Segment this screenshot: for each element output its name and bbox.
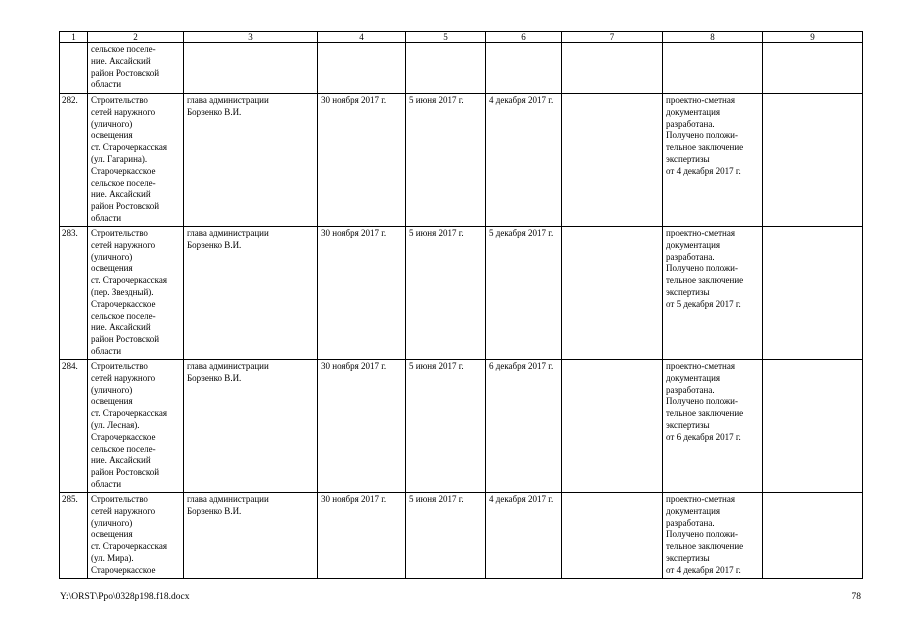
column-7-cell xyxy=(562,360,663,493)
responsible-cell: глава администрации Борзенко В.И. xyxy=(184,360,318,493)
status-cell: проектно-сметная документация разработана. Получено положи- тельное заключение экспертизы от 4 декабря 2017 г. xyxy=(663,94,763,227)
status-cell: проектно-сметная документация разработана. Получено положи- тельное заключение экспертизы от 4 декабря 2017 г. xyxy=(663,493,763,579)
object-name-cell: Строительство сетей наружного (уличного) освещения ст. Старочеркасская (ул. Мира). Старочеркасское xyxy=(88,493,184,579)
start-date-cell: 5 июня 2017 г. xyxy=(406,94,486,227)
column-header-3: 3 xyxy=(184,32,318,43)
responsible-cell: глава администрации Борзенко В.И. xyxy=(184,493,318,579)
column-header-4: 4 xyxy=(318,32,406,43)
column-9-cell xyxy=(763,43,863,94)
page-number: 78 xyxy=(851,592,861,602)
table-row xyxy=(60,94,863,227)
column-header-7: 7 xyxy=(562,32,663,43)
status-cell: проектно-сметная документация разработана. Получено положи- тельное заключение экспертизы от 5 декабря 2017 г. xyxy=(663,227,763,360)
status-cell xyxy=(663,43,763,94)
completion-date-cell: 4 декабря 2017 г. xyxy=(486,493,562,579)
column-9-cell xyxy=(763,94,863,227)
footer-file-path: Y:\ORST\Ppo\0328p198.f18.docx xyxy=(60,592,190,602)
column-header-1: 1 xyxy=(60,32,88,43)
column-header-9: 9 xyxy=(763,32,863,43)
column-header-6: 6 xyxy=(486,32,562,43)
column-7-cell xyxy=(562,493,663,579)
column-9-cell xyxy=(763,360,863,493)
column-7-cell xyxy=(562,227,663,360)
start-date-cell: 5 июня 2017 г. xyxy=(406,227,486,360)
row-number: 284. xyxy=(60,360,88,493)
object-name-cell: Строительство сетей наружного (уличного) освещения ст. Старочеркасская (пер. Звездный). Старочеркасское сельское поселе- ние. Аксайский район Ростовской области xyxy=(88,227,184,360)
column-9-cell xyxy=(763,227,863,360)
planned-date-cell: 30 ноября 2017 г. xyxy=(318,493,406,579)
table-row xyxy=(60,360,863,493)
completion-date-cell: 6 декабря 2017 г. xyxy=(486,360,562,493)
completion-date-cell: 4 декабря 2017 г. xyxy=(486,94,562,227)
start-date-cell xyxy=(406,43,486,94)
object-name-cell: Строительство сетей наружного (уличного) освещения ст. Старочеркасская (ул. Лесная). Старочеркасское сельское поселе- ние. Аксайский район Ростовской области xyxy=(88,360,184,493)
column-number-header-row xyxy=(60,32,863,43)
row-number xyxy=(60,43,88,94)
column-header-8: 8 xyxy=(663,32,763,43)
object-name-cell: сельское поселе- ние. Аксайский район Ростовской области xyxy=(88,43,184,94)
planned-date-cell xyxy=(318,43,406,94)
row-number: 283. xyxy=(60,227,88,360)
table-row xyxy=(60,227,863,360)
column-header-5: 5 xyxy=(406,32,486,43)
column-header-2: 2 xyxy=(88,32,184,43)
table-row xyxy=(60,493,863,579)
table-row-continuation xyxy=(60,43,863,94)
responsible-cell: глава администрации Борзенко В.И. xyxy=(184,94,318,227)
completion-date-cell: 5 декабря 2017 г. xyxy=(486,227,562,360)
start-date-cell: 5 июня 2017 г. xyxy=(406,360,486,493)
responsible-cell xyxy=(184,43,318,94)
responsible-cell: глава администрации Борзенко В.И. xyxy=(184,227,318,360)
completion-date-cell xyxy=(486,43,562,94)
planned-date-cell: 30 ноября 2017 г. xyxy=(318,227,406,360)
row-number: 282. xyxy=(60,94,88,227)
planned-date-cell: 30 ноября 2017 г. xyxy=(318,94,406,227)
column-7-cell xyxy=(562,94,663,227)
column-7-cell xyxy=(562,43,663,94)
column-9-cell xyxy=(763,493,863,579)
planned-date-cell: 30 ноября 2017 г. xyxy=(318,360,406,493)
document-table xyxy=(59,31,863,579)
object-name-cell: Строительство сетей наружного (уличного) освещения ст. Старочеркасская (ул. Гагарина). Старочеркасское сельское поселе- ние. Аксайский район Ростовской области xyxy=(88,94,184,227)
row-number: 285. xyxy=(60,493,88,579)
start-date-cell: 5 июня 2017 г. xyxy=(406,493,486,579)
status-cell: проектно-сметная документация разработана. Получено положи- тельное заключение экспертизы от 6 декабря 2017 г. xyxy=(663,360,763,493)
